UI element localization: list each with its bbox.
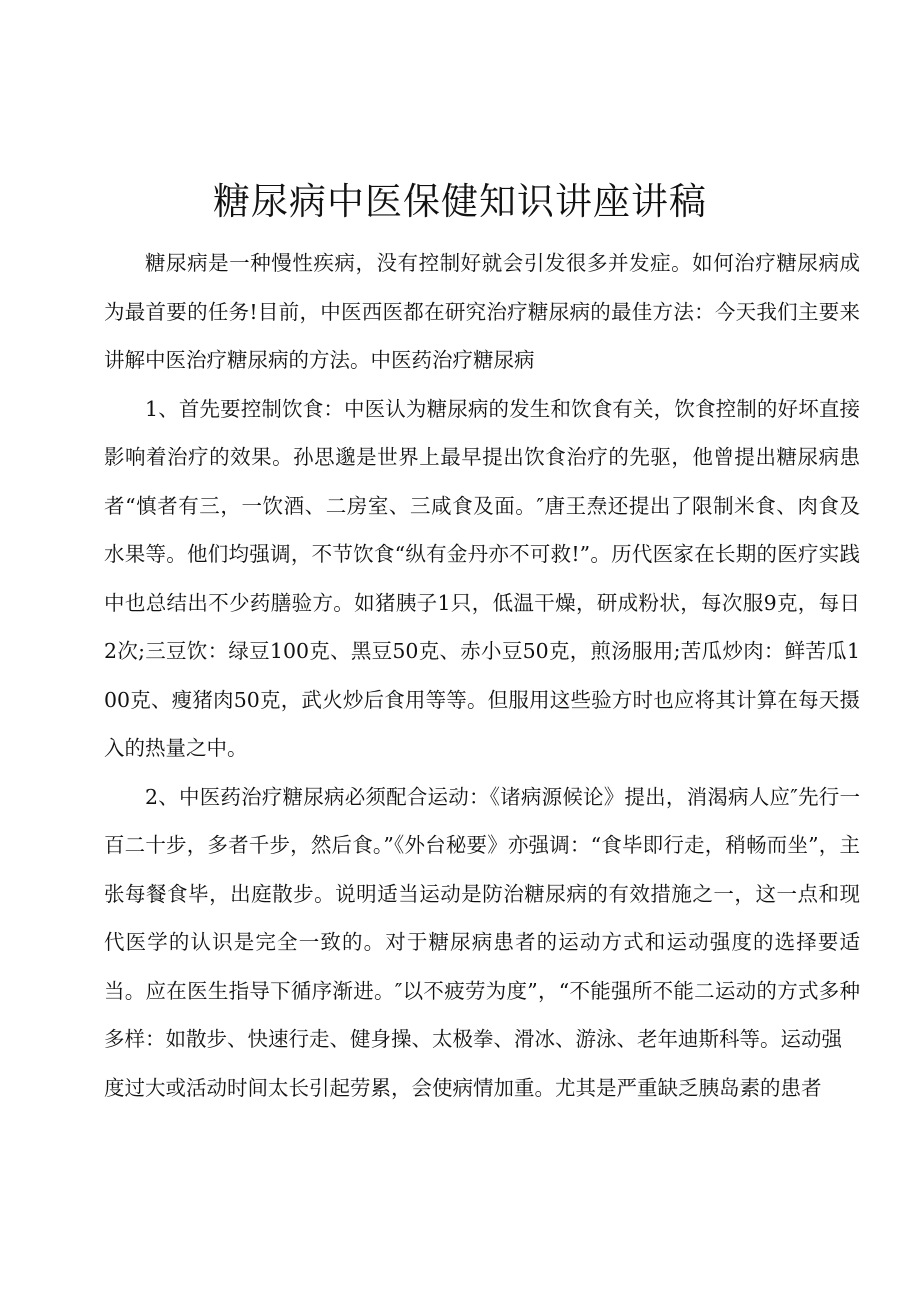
paragraph-intro: 糖尿病是一种慢性疾病，没有控制好就会引发很多并发症。如何治疗糖尿病成为最首要的任务!目前，中医西医都在研究治疗糖尿病的最佳方法：今天我们主要来讲解中医治疗糖尿病的方法。中医药治疗糖尿病	[104, 251, 860, 372]
document-body	[104, 239, 860, 1112]
paragraph-diet-control: 1、首先要控制饮食：中医认为糖尿病的发生和饮食有关，饮食控制的好坏直接影响着治疗的效果。孙思邈是世界上最早提出饮食治疗的先驱，他曾提出糖尿病患者“慎者有三，一饮酒、二房室、三咸食及面。″唐王焘还提出了限制米食、肉食及水果等。他们均强调，不节饮食“纵有金丹亦不可救!”。历代医家在长期的医疗实践中也总结出不少药膳验方。如猪胰子1只，低温干燥，研成粉状，每次服9克，每日2次;三豆饮：绿豆100克、黑豆50克、赤小豆50克，煎汤服用;苦瓜炒肉：鲜苦瓜100克、瘦猪肉50克，武火炒后食用等等。但服用这些验方时也应将其计算在每天摄入的热量之中。	[104, 396, 860, 760]
document-title: 糖尿病中医保健知识讲座讲稿	[213, 180, 707, 223]
paragraph-exercise: 2、中医药治疗糖尿病必须配合运动：《诸病源候论》提出，消渴病人应″先行一百二十步，多者千步，然后食。”《外台秘要》亦强调：“食毕即行走，稍畅而坐”，主张每餐食毕，出庭散步。说明适当运动是防治糖尿病的有效措施之一，这一点和现代医学的认识是完全一致的。对于糖尿病患者的运动方式和运动强度的选择要适当。应在医生指导下循序渐进。″以不疲劳为度”，“不能强所不能二运动的方式多种多样：如散步、快速行走、健身操、太极拳、滑冰、游泳、老年迪斯科等。运动强	[104, 784, 860, 1051]
paragraph-continuation: 度过大或活动时间太长引起劳累，会使病情加重。尤其是严重缺乏胰岛素的患者	[104, 1075, 822, 1100]
